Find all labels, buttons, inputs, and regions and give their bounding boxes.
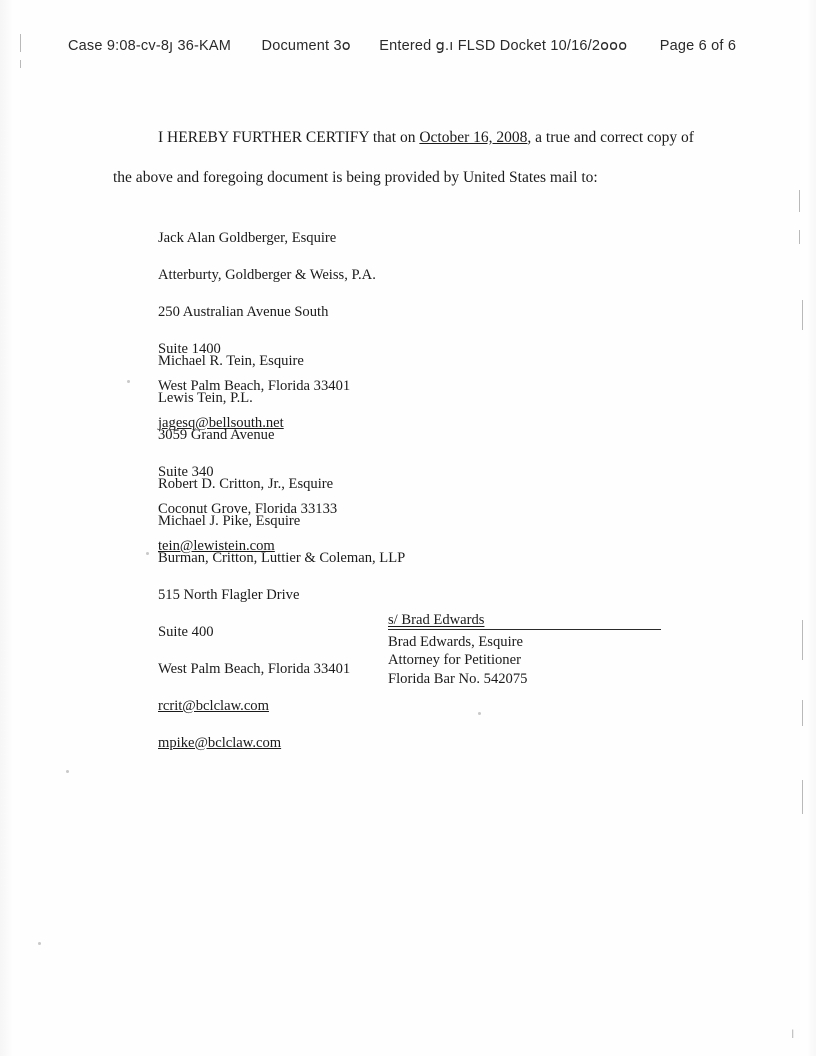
scan-artifact [799, 190, 800, 212]
scan-artifact [799, 230, 800, 244]
electronic-signature: s/ Brad Edwards [388, 612, 485, 628]
recipient-firm: Lewis Tein, P.L. [158, 389, 253, 406]
recipient-email-secondary[interactable]: mpike@bclclaw.com [158, 734, 282, 751]
recipient-suite: Suite 1400 [158, 340, 221, 357]
header-case-number: Case 9:08-cv-8յ 36-KAM [68, 38, 232, 54]
scan-artifact [20, 60, 21, 68]
recipient-firm: Atterburty, Goldberger & Weiss, P.A. [158, 266, 376, 283]
scan-speck [38, 942, 41, 945]
scan-edge-right [806, 0, 816, 1056]
scan-speck [66, 770, 69, 773]
recipient-firm: Burman, Critton, Luttier & Coleman, LLP [158, 549, 406, 566]
header-document-number: Document 3օ [261, 38, 351, 54]
header-entered-docket: Entered ց.ı FLSD Docket 10/16/2օօօ [379, 38, 628, 54]
recipient-email[interactable]: jagesq@bellsouth.net [158, 414, 284, 431]
recipient-city-state-zip: West Palm Beach, Florida 33401 [158, 377, 351, 394]
certificate-of-service-text [113, 118, 721, 198]
scan-artifact [802, 700, 803, 726]
recipient-name: Michael R. Tein, Esquire [158, 352, 304, 369]
recipient-name-secondary: Michael J. Pike, Esquire [158, 512, 301, 529]
recipient-street: 250 Australian Avenue South [158, 303, 329, 320]
scan-speck [146, 552, 149, 555]
signer-bar-number: Florida Bar No. 542075 [388, 670, 528, 687]
scan-speck [127, 380, 130, 383]
recipient-email[interactable]: rcrit@bclclaw.com [158, 697, 269, 714]
certify-line-part1: I HEREBY FURTHER CERTIFY that on [158, 129, 420, 146]
scan-artifact [802, 300, 803, 330]
scan-artifact [802, 620, 803, 660]
scan-edge-left [0, 0, 14, 1056]
certify-date: October 16, 2008 [419, 129, 528, 146]
scan-artifact [802, 780, 803, 814]
recipient-suite: Suite 340 [158, 463, 214, 480]
recipient-name: Robert D. Critton, Jr., Esquire [158, 475, 334, 492]
recipient-street: 3059 Grand Avenue [158, 426, 275, 443]
recipient-email[interactable]: tein@lewistein.com [158, 537, 275, 554]
recipient-block-3 [158, 456, 405, 771]
signer-title: Attorney for Petitioner [388, 652, 521, 668]
recipient-suite: Suite 400 [158, 623, 214, 640]
signer-name: Brad Edwards, Esquire [388, 633, 523, 650]
certify-line2: the above and foregoing document is being provided by United States mail to: [113, 169, 598, 186]
signature-block [388, 611, 661, 688]
recipient-name: Jack Alan Goldberger, Esquire [158, 229, 337, 246]
scan-artifact [20, 34, 21, 52]
cm-ecf-header-stamp [68, 38, 756, 54]
page-footer-mark: | [791, 1028, 794, 1038]
scan-speck [478, 712, 481, 715]
recipient-city-state-zip: West Palm Beach, Florida 33401 [158, 660, 351, 677]
header-page-number: Page 6 of 6 [659, 38, 737, 54]
recipient-street: 515 North Flagler Drive [158, 586, 300, 603]
recipient-city-state-zip: Coconut Grove, Florida 33133 [158, 500, 338, 517]
certify-line-part2: , a true and correct copy of [527, 129, 694, 146]
